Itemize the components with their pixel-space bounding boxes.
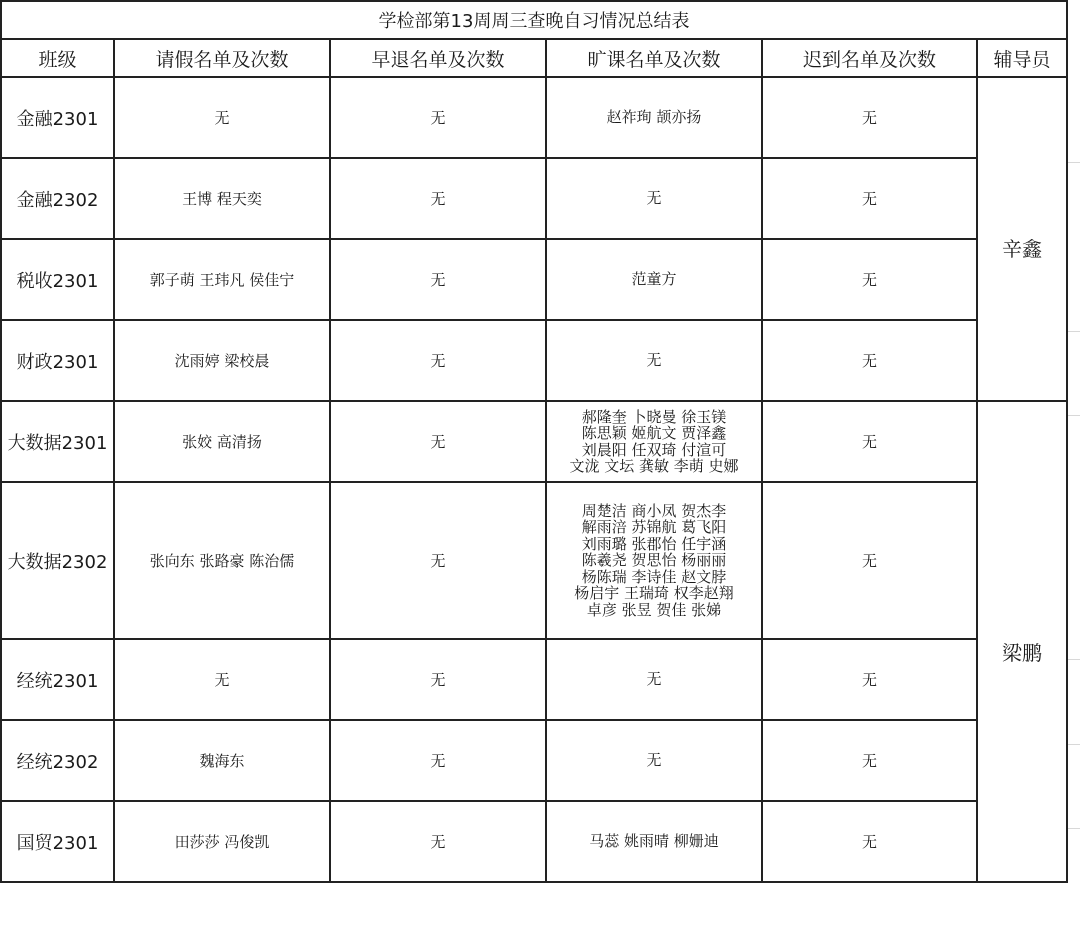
late-cell: 无: [762, 239, 977, 320]
header-leave: 请假名单及次数: [114, 39, 330, 77]
absent-name-line: 刘晨阳 任双琦 付渲可: [581, 440, 727, 459]
leave-cell: 郭子萌 王玮凡 侯佳宁: [114, 239, 330, 320]
table-row: [1, 720, 1067, 801]
class-name-cell: 金融2301: [1, 77, 114, 158]
absent-name-line: 范童方: [631, 270, 677, 289]
table-row: [1, 239, 1067, 320]
leave-cell: 魏海东: [114, 720, 330, 801]
absent-cell: [546, 239, 762, 320]
absent-name-line: 杨启宇 王瑞琦 权李赵翔: [574, 584, 734, 603]
absent-names: [547, 271, 761, 288]
early-leave-cell: 无: [330, 401, 546, 482]
late-cell: 无: [762, 801, 977, 882]
leave-cell: 张姣 高清扬: [114, 401, 330, 482]
table-row: [1, 401, 1067, 482]
late-cell: 无: [762, 158, 977, 239]
counselor-cell: 辛鑫: [977, 77, 1067, 401]
header-absent: 旷课名单及次数: [546, 39, 762, 77]
absent-cell: [546, 401, 762, 482]
header-class: 班级: [1, 39, 114, 77]
late-cell: 无: [762, 320, 977, 401]
absent-names: [547, 352, 761, 369]
header-row: [1, 39, 1067, 77]
leave-cell: 无: [114, 639, 330, 720]
leave-cell: 田莎莎 冯俊凯: [114, 801, 330, 882]
absent-name-line: 刘雨璐 张郡怡 任宇涵: [581, 534, 727, 553]
late-cell: 无: [762, 482, 977, 639]
early-leave-cell: 无: [330, 801, 546, 882]
title-row: [1, 1, 1067, 39]
absent-names: [547, 190, 761, 207]
class-name-cell: 经统2301: [1, 639, 114, 720]
absent-names: [547, 833, 761, 850]
table-row: [1, 158, 1067, 239]
absent-name-line: 郝隆奎 卜晓曼 徐玉镁: [581, 407, 727, 426]
table-row: [1, 639, 1067, 720]
early-leave-cell: 无: [330, 158, 546, 239]
absent-name-line: 周楚洁 商小凤 贺杰李: [581, 501, 727, 520]
class-name-cell: 国贸2301: [1, 801, 114, 882]
class-name-cell: 大数据2302: [1, 482, 114, 639]
class-name-cell: 财政2301: [1, 320, 114, 401]
class-name-cell: 金融2302: [1, 158, 114, 239]
early-leave-cell: 无: [330, 239, 546, 320]
absent-name-line: 无: [646, 751, 662, 770]
absent-names: [547, 503, 761, 619]
sheet-grid-edge: [1066, 0, 1080, 927]
early-leave-cell: 无: [330, 320, 546, 401]
leave-cell: 张向东 张路豪 陈治儒: [114, 482, 330, 639]
absent-cell: [546, 639, 762, 720]
table-row: [1, 482, 1067, 639]
absent-name-line: 杨陈瑞 李诗佳 赵文脖: [581, 567, 727, 586]
absent-name-line: 无: [646, 670, 662, 689]
absent-cell: [546, 77, 762, 158]
early-leave-cell: 无: [330, 77, 546, 158]
table-title: 学检部第13周周三查晚自习情况总结表: [1, 1, 1067, 39]
leave-cell: 无: [114, 77, 330, 158]
absent-name-line: 无: [646, 351, 662, 370]
absent-names: [547, 409, 761, 475]
header-early-leave: 早退名单及次数: [330, 39, 546, 77]
absent-name-line: 卓彦 张昱 贺佳 张娣: [586, 600, 722, 619]
absent-cell: [546, 720, 762, 801]
table-row: [1, 801, 1067, 882]
absent-name-line: 陈羲尧 贺思怡 杨丽丽: [581, 551, 727, 570]
absent-cell: [546, 801, 762, 882]
absent-names: [547, 671, 761, 688]
absent-name-line: 无: [646, 189, 662, 208]
class-name-cell: 大数据2301: [1, 401, 114, 482]
absent-name-line: 赵祚珣 颉亦扬: [606, 108, 702, 127]
early-leave-cell: 无: [330, 639, 546, 720]
absent-name-line: 马蕊 姚雨晴 柳姗迪: [589, 832, 719, 851]
counselor-cell: 梁鹏: [977, 401, 1067, 882]
early-leave-cell: 无: [330, 720, 546, 801]
absent-cell: [546, 482, 762, 639]
table-row: [1, 320, 1067, 401]
header-counselor: 辅导员: [977, 39, 1067, 77]
late-cell: 无: [762, 720, 977, 801]
absent-cell: [546, 158, 762, 239]
late-cell: 无: [762, 77, 977, 158]
absent-cell: [546, 320, 762, 401]
absent-name-line: 文泷 文坛 龚敏 李萌 史娜: [569, 457, 739, 475]
class-name-cell: 税收2301: [1, 239, 114, 320]
class-name-cell: 经统2302: [1, 720, 114, 801]
absent-names: [547, 109, 761, 126]
leave-cell: 王博 程天奕: [114, 158, 330, 239]
late-cell: 无: [762, 639, 977, 720]
table-row: [1, 77, 1067, 158]
absent-name-line: 解雨涪 苏锦航 葛飞阳: [581, 518, 727, 537]
header-late: 迟到名单及次数: [762, 39, 977, 77]
early-leave-cell: 无: [330, 482, 546, 639]
absent-names: [547, 752, 761, 769]
leave-cell: 沈雨婷 梁校晨: [114, 320, 330, 401]
absent-name-line: 陈思颖 姬航文 贾泽鑫: [581, 424, 727, 442]
late-cell: 无: [762, 401, 977, 482]
